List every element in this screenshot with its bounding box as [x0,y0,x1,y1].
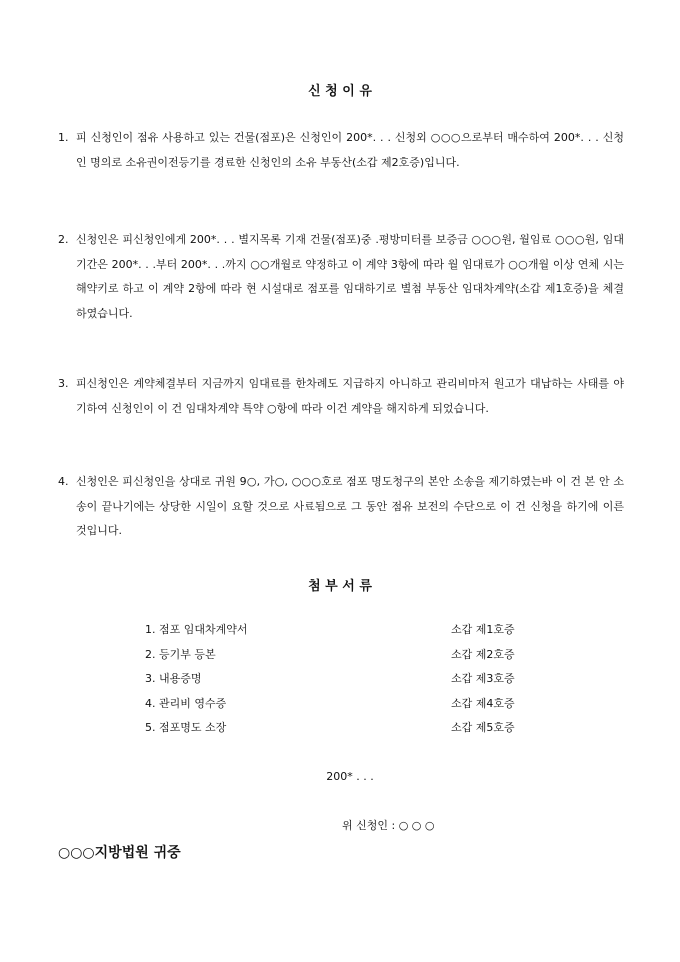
filing-date: 200* . . . [326,770,374,783]
reason-text: 피신청인은 계약체결부터 지금까지 임대료를 한차례도 지급하지 아니하고 관리비마저 원고가 대납하는 사태를 야기하여 신청인이 이 건 임대차계약 특약 ○항에 따라 이건 계약을 해지하게 되었습니다. [76,377,624,415]
reason-paragraph-3 [58,372,624,421]
reason-paragraph-2 [58,228,624,326]
attachment-exhibit: 소갑 제3호증 [451,672,515,685]
reason-text: 신청인은 피신청인에게 200*. . . 별지목록 기재 건물(점포)중 .평방미터를 보증금 ○○○원, 월임료 ○○○원, 임대기간은 200*. . .부터 200*. . .까지 ○○개월로 약정하고 이 계약 3항에 따라 월 임대료가 ○○개월 이상 연체 시는 해약키로 하고 이 계약 2항에 따라 현 시설대로 점포를 임대하기로 별첨 부동산 임대차계약(소갑 제1호증)을 체결하였습니다. [76,233,624,320]
reason-paragraph-1 [58,126,624,175]
court-addressee: ○○○지방법원 귀중 [58,845,181,861]
attachment-row [145,667,545,692]
attachments-list [145,618,545,741]
reason-number: 2. [58,233,69,246]
attachment-name: 4. 관리비 영수증 [145,696,227,710]
reason-text: 신청인은 피신청인을 상대로 귀원 9○, 가○, ○○○호로 점포 명도청구의 본안 소송을 제기하였는바 이 건 본 안 소송이 끝나기에는 상당한 시일이 요할 것으로 사료됨으로 그 동안 점유 보전의 수단으로 이 건 신청을 하기에 이른 것입니다. [76,475,624,537]
reason-number: 3. [58,377,69,390]
attachment-row [145,716,545,741]
reason-text: 피 신청인이 점유 사용하고 있는 건물(점포)은 신청인이 200*. . . 신청외 ○○○으로부터 매수하여 200*. . . 신청인 명의로 소유권이전등기를 경료한 신청인의 소유 부동산(소갑 제2호증)입니다. [76,131,624,169]
reason-paragraph-4 [58,470,624,544]
reason-number: 1. [58,131,69,144]
attachment-row [145,643,545,668]
attachment-exhibit: 소갑 제4호증 [451,696,515,710]
attachment-name: 3. 내용증명 [145,672,202,685]
attachment-exhibit: 소갑 제5호증 [451,721,515,734]
attachment-name: 2. 등기부 등본 [145,647,216,661]
reason-number: 4. [58,475,69,488]
reason-title: 신 청 이 유 [308,84,372,99]
attachment-exhibit: 소갑 제1호증 [451,623,515,636]
attachment-exhibit: 소갑 제2호증 [451,647,515,661]
attachment-name: 1. 점포 임대차계약서 [145,623,248,636]
attachment-row [145,692,545,717]
attachment-row [145,618,545,643]
applicant-signature: 위 신청인 : ○ ○ ○ [342,819,435,832]
attachments-title: 첨 부 서 류 [308,579,372,594]
attachment-name: 5. 점포명도 소장 [145,721,227,734]
